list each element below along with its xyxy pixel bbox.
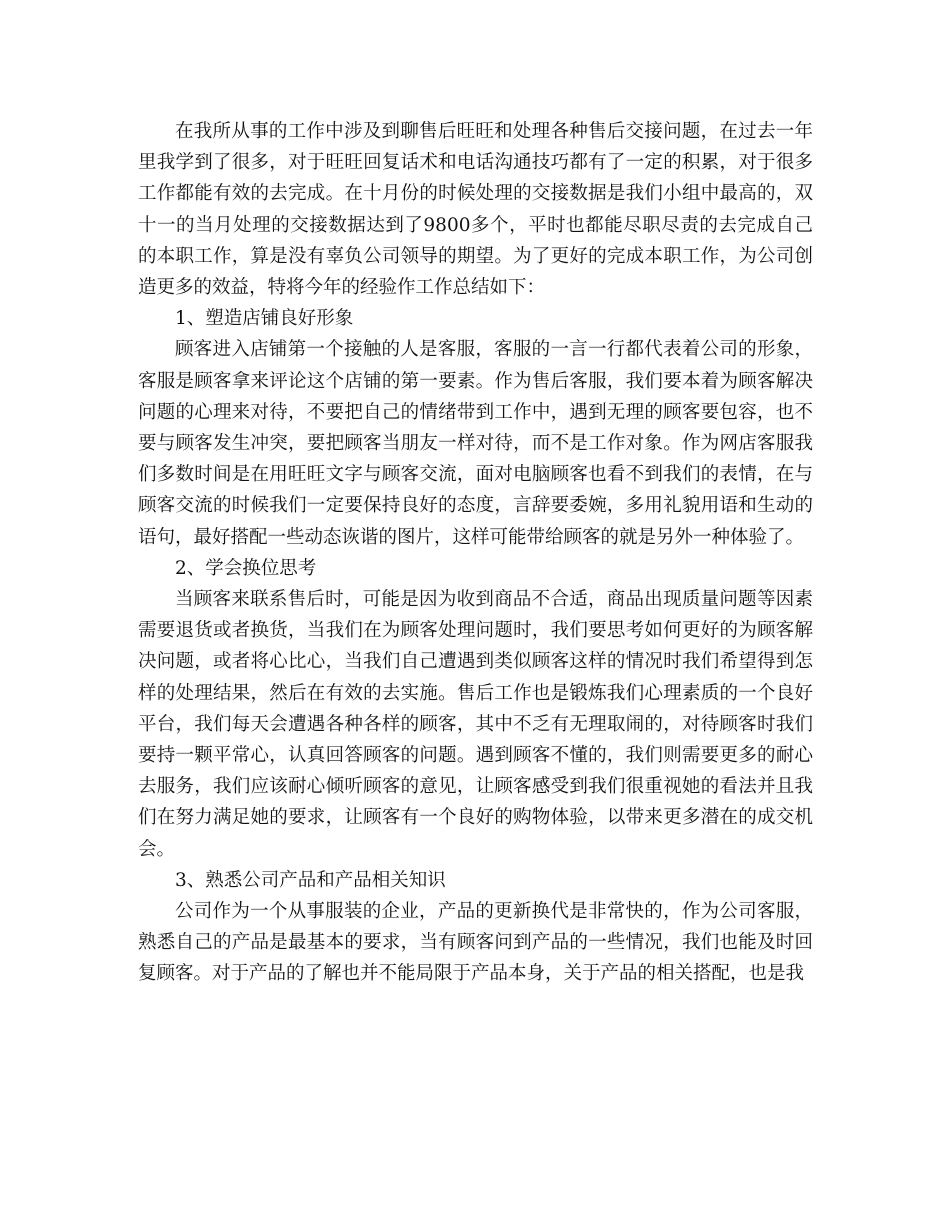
section-heading-3: 3、熟悉公司产品和产品相关知识 [175, 869, 446, 891]
section-heading-2: 2、学会换位思考 [175, 557, 317, 579]
section-paragraph-2: 当顾客来联系售后时，可能是因为收到商品不合适，商品出现质量问题等因素需要退货或者换货，当我们在为顾客处理问题时，我们要思考如何更好的为顾客解决问题，或者将心比心，当我们自己遭遇到类似顾客这样的情况时我们希望得到怎样的处理结果，然后在有效的去实施。售后工作也是锻炼我们心理素质的一个良好平台，我们每天会遭遇各种各样的顾客，其中不乏有无理取闹的，对待顾客时我们要持一颗平常心，认真回答顾客的问题。遇到顾客不懂的，我们则需要更多的耐心去服务，我们应该耐心倾听顾客的意见，让顾客感受到我们很重视她的看法并且我们在努力满足她的要求，让顾客有一个良好的购物体验，以带来更多潜在的成交机会。 [138, 589, 813, 860]
section-paragraph-3: 公司作为一个从事服装的企业，产品的更新换代是非常快的，作为公司客服，熟悉自己的产品是最基本的要求，当有顾客问到产品的一些情况，我们也能及时回复顾客。对于产品的了解也并不能局限于产品本身，关于产品的相关搭配，也是我 [138, 901, 813, 985]
document-body [138, 116, 813, 990]
section-heading-1: 1、塑造店铺良好形象 [175, 308, 354, 330]
intro-paragraph: 在我所从事的工作中涉及到聊售后旺旺和处理各种售后交接问题，在过去一年里我学到了很多，对于旺旺回复话术和电话沟通技巧都有了一定的积累，对于很多工作都能有效的去完成。在十月份的时候处理的交接数据是我们小组中最高的，双十一的当月处理的交接数据达到了9800多个，平时也都能尽职尽责的去完成自己的本职工作，算是没有辜负公司领导的期望。为了更好的完成本职工作，为公司创造更多的效益，特将今年的经验作工作总结如下： [138, 121, 813, 299]
section-paragraph-1: 顾客进入店铺第一个接触的人是客服，客服的一言一行都代表着公司的形象，客服是顾客拿来评论这个店铺的第一要素。作为售后客服，我们要本着为顾客解决问题的心理来对待，不要把自己的情绪带到工作中，遇到无理的顾客要包容，也不要与顾客发生冲突，要把顾客当朋友一样对待，而不是工作对象。作为网店客服我们多数时间是在用旺旺文字与顾客交流，面对电脑顾客也看不到我们的表情，在与顾客交流的时候我们一定要保持良好的态度，言辞要委婉，多用礼貌用语和生动的语句，最好搭配一些动态诙谐的图片，这样可能带给顾客的就是另外一种体验了。 [138, 339, 813, 548]
